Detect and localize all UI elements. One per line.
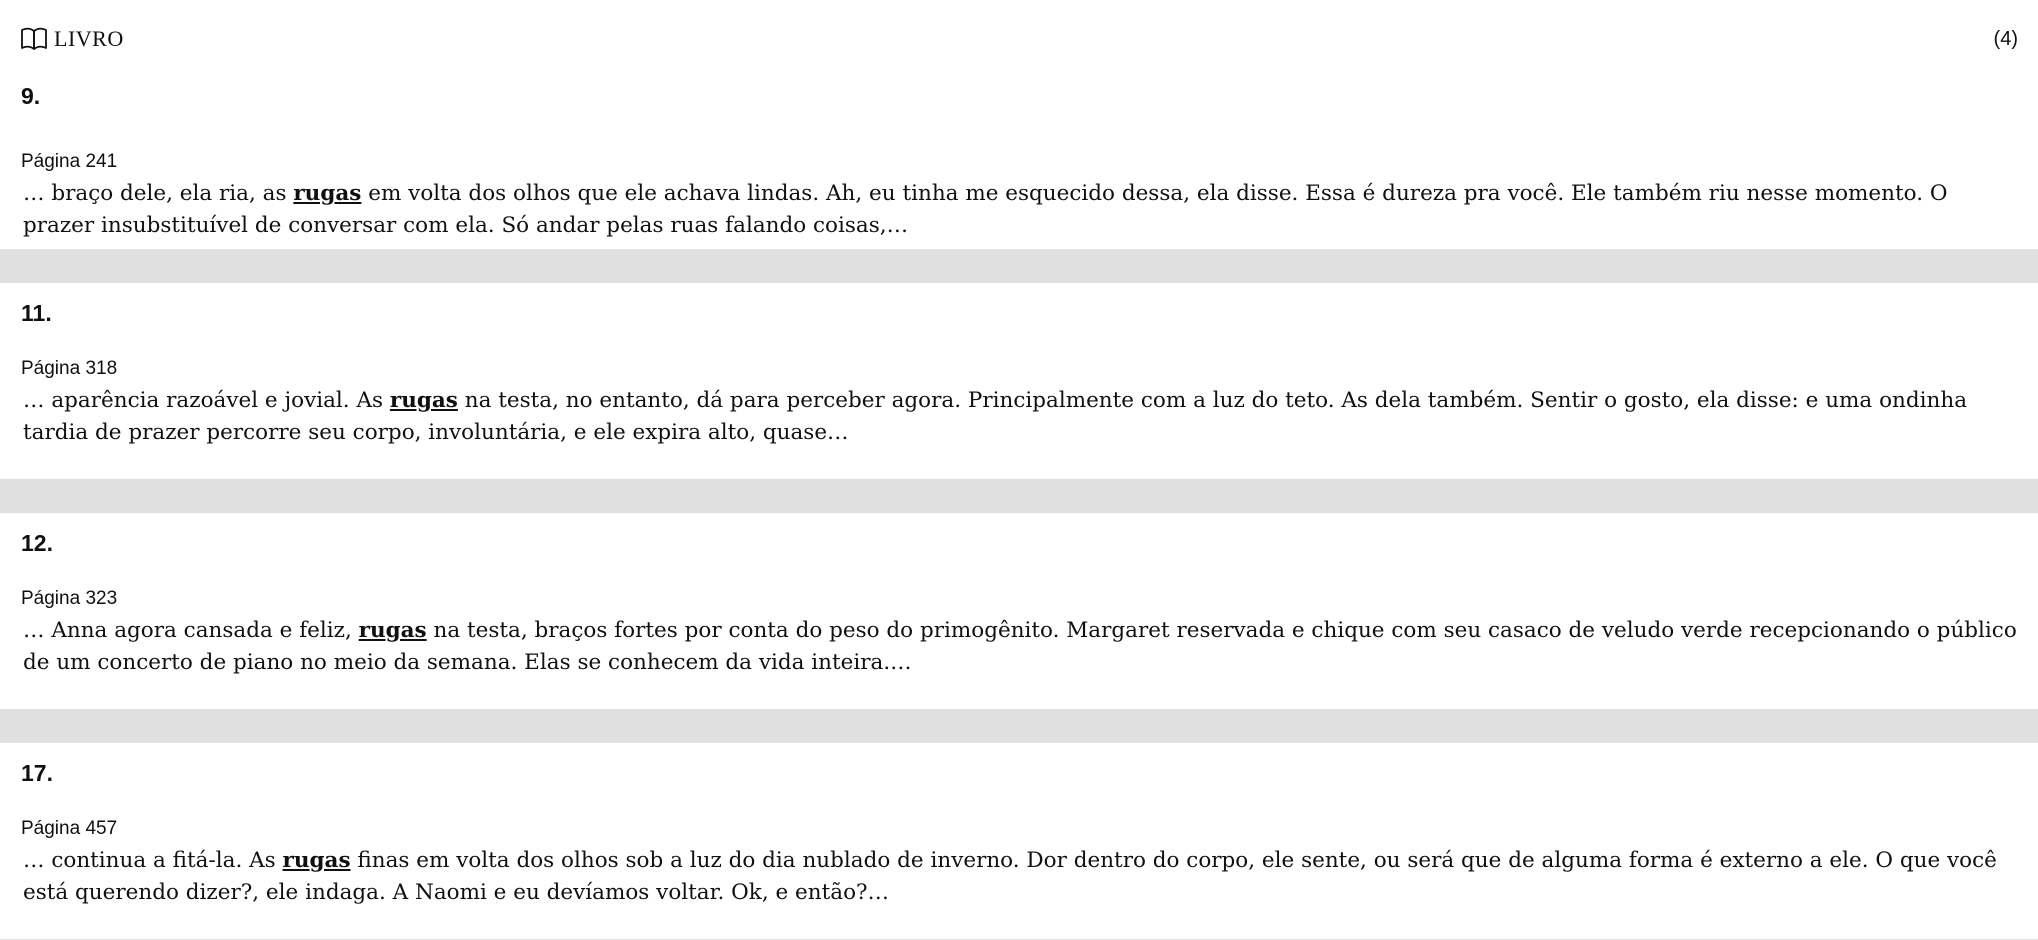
snippet-before: … aparência razoável e jovial. As <box>23 388 390 413</box>
snippet-keyword: rugas <box>293 181 362 206</box>
result-snippet <box>23 178 2022 242</box>
snippet-after: finas em volta dos olhos sob a luz do dia nublado de inverno. Dor dentro do corpo, ele sente, ou será que de alguma forma é externo a ele. O que você está querendo dizer?, ele indaga. A Naomi e eu devíamos voltar. Ok, e então?… <box>23 848 1997 905</box>
snippet-keyword: rugas <box>389 388 458 413</box>
result-page-label: Página 241 <box>21 151 118 172</box>
result-number: 12. <box>21 530 53 556</box>
snippet-after: na testa, braços fortes por conta do peso do primogênito. Margaret reservada e chique com seu casaco de veludo verde recepcionando o público de um concerto de piano no meio da semana. Elas se conhecem da vida inteira.… <box>23 618 2017 675</box>
result-snippet <box>23 615 2022 679</box>
search-result[interactable] <box>0 283 2038 479</box>
result-page-label: Página 318 <box>21 358 118 379</box>
results-header <box>0 0 2038 58</box>
section-heading <box>20 24 124 54</box>
result-divider <box>0 249 2038 283</box>
result-number: 11. <box>21 300 52 326</box>
snippet-before: … Anna agora cansada e feliz, <box>23 618 359 643</box>
result-divider <box>0 479 2038 513</box>
snippet-keyword: rugas <box>358 618 427 643</box>
result-snippet <box>23 845 2022 909</box>
result-number: 9. <box>21 83 41 109</box>
search-result[interactable] <box>0 513 2038 709</box>
result-page-label: Página 323 <box>21 588 118 609</box>
search-result[interactable] <box>0 58 2038 249</box>
snippet-before: … braço dele, ela ria, as <box>23 181 294 206</box>
result-snippet <box>23 385 2022 449</box>
result-number: 17. <box>21 760 53 786</box>
snippet-after: em volta dos olhos que ele achava lindas. Ah, eu tinha me esquecido dessa, ela disse. Essa é dureza pra você. Ele também riu nesse momento. O prazer insubstituível de conversar com ela. Só andar pelas ruas falando coisas,… <box>23 181 1948 238</box>
snippet-after: na testa, no entanto, dá para perceber agora. Principalmente com a luz do teto. As dela também. Sentir o gosto, ela disse: e uma ondinha tardia de prazer percorre seu corpo, involuntária, e ele expira alto, quase… <box>23 388 1968 445</box>
result-count: (4) <box>1993 28 2018 50</box>
search-result[interactable] <box>0 743 2038 939</box>
snippet-keyword: rugas <box>282 848 351 873</box>
book-open-icon <box>20 27 48 51</box>
section-label: LIVRO <box>54 26 124 51</box>
result-page-label: Página 457 <box>21 818 118 839</box>
snippet-before: … continua a fitá-la. As <box>23 848 283 873</box>
result-divider <box>0 709 2038 743</box>
